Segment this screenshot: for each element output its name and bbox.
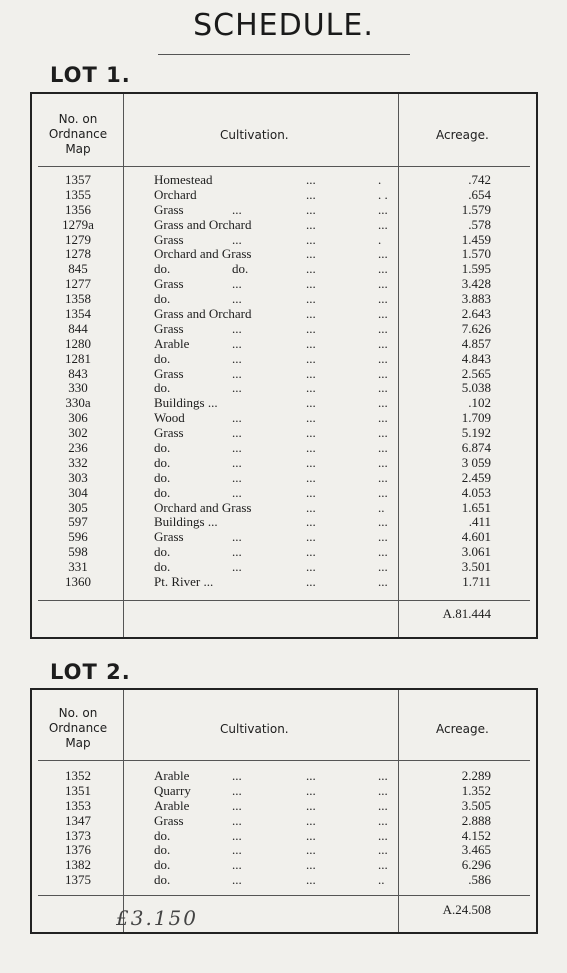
table-row <box>32 768 536 783</box>
map-number: 1375 <box>65 872 91 888</box>
header-no-line1: No. on <box>58 112 98 126</box>
cultivation-cell: do. <box>154 484 171 500</box>
leader-dots: ... <box>232 872 242 888</box>
acreage-cell: 7.626 <box>461 320 491 336</box>
map-number: 302 <box>68 425 88 441</box>
leader-dots: ... <box>232 440 242 456</box>
cultivation-cell: Orchard <box>154 186 197 202</box>
leader-dots: ... <box>378 827 388 843</box>
leader-dots: ... <box>378 812 388 828</box>
acreage-cell: 2.459 <box>461 469 491 485</box>
acreage-cell: 4.152 <box>461 827 491 843</box>
leader-dots: ... <box>232 544 242 560</box>
lot-2-total: A.24.508 <box>442 902 491 917</box>
header-no-line2: Ordnance <box>48 721 108 735</box>
lot-2-rows <box>32 768 536 887</box>
table-row <box>32 276 536 291</box>
acreage-cell: 2.565 <box>461 365 491 381</box>
leader-dots: ... <box>378 410 388 426</box>
leader-dots: ... <box>232 335 242 351</box>
map-number: 303 <box>68 469 88 485</box>
cultivation-cell: do. <box>154 291 171 307</box>
leader-dots: ... <box>378 306 388 322</box>
acreage-cell: 3.428 <box>461 276 491 292</box>
table-row <box>32 380 536 395</box>
map-number: 304 <box>68 484 88 500</box>
acreage-cell: 4.843 <box>461 350 491 366</box>
leader-dots: ... <box>306 469 316 485</box>
leader-dots: ... <box>306 306 316 322</box>
leader-dots: ... <box>378 559 388 575</box>
acreage-cell: 1.459 <box>461 231 491 247</box>
table-row <box>32 529 536 544</box>
acreage-cell: 3.061 <box>461 544 491 560</box>
leader-dots: ... <box>306 395 316 411</box>
leader-dots: ... <box>232 425 242 441</box>
title-divider <box>158 54 410 55</box>
lot-1-rows <box>32 172 536 589</box>
cultivation-cell: Homestead <box>154 172 213 187</box>
map-number: 1352 <box>65 768 91 783</box>
leader-dots: ... <box>378 484 388 500</box>
map-number: 1373 <box>65 827 91 843</box>
cultivation-cell: Arable <box>154 768 190 783</box>
leader-dots: do. <box>232 261 249 277</box>
leader-dots: ... <box>232 291 242 307</box>
leader-dots: ... <box>232 797 242 813</box>
acreage-cell: 3.505 <box>461 797 491 813</box>
acreage-cell: 2.289 <box>461 768 491 783</box>
cultivation-cell: Grass <box>154 425 184 441</box>
leader-dots: ... <box>232 350 242 366</box>
leader-dots: ... <box>306 842 316 858</box>
cultivation-cell: Grass <box>154 320 184 336</box>
cultivation-cell: Arable <box>154 797 190 813</box>
leader-dots: ... <box>232 857 242 873</box>
leader-dots: ... <box>306 216 316 232</box>
lot-2-heading: LOT 2. <box>50 660 131 684</box>
leader-dots: ... <box>306 246 316 262</box>
leader-dots: ... <box>306 440 316 456</box>
leader-dots: ... <box>306 201 316 217</box>
table-row <box>32 246 536 261</box>
table-row <box>32 783 536 798</box>
leader-dots: ... <box>378 529 388 545</box>
table-row <box>32 440 536 455</box>
cultivation-cell: Wood <box>154 410 185 426</box>
table-row <box>32 351 536 366</box>
leader-dots: ... <box>378 350 388 366</box>
map-number: 330 <box>68 380 88 396</box>
leader-dots: ... <box>378 246 388 262</box>
leader-dots: ... <box>306 410 316 426</box>
leader-dots: ... <box>378 395 388 411</box>
cultivation-cell: Orchard and Grass <box>154 499 252 515</box>
leader-dots: ... <box>232 231 242 247</box>
map-number: 1376 <box>65 842 91 858</box>
map-number: 1279 <box>65 231 91 247</box>
table-row <box>32 366 536 381</box>
leader-dots: ... <box>306 365 316 381</box>
leader-dots: ... <box>306 499 316 515</box>
leader-dots: ... <box>232 276 242 292</box>
header-no-line3: Map <box>65 736 91 750</box>
leader-dots: ... <box>306 559 316 575</box>
leader-dots: .. <box>378 872 385 888</box>
map-number: 332 <box>68 454 88 470</box>
acreage-cell: .411 <box>468 514 491 530</box>
acreage-cell: 5.038 <box>461 380 491 396</box>
leader-dots: ... <box>306 261 316 277</box>
lot-1-total: A.81.444 <box>442 606 491 621</box>
table-row <box>32 321 536 336</box>
leader-dots: ... <box>378 201 388 217</box>
leader-dots: ... <box>306 782 316 798</box>
lot-1-heading: LOT 1. <box>50 63 131 87</box>
leader-dots: ... <box>378 514 388 530</box>
map-number: 236 <box>68 440 88 456</box>
acreage-cell: 3.465 <box>461 842 491 858</box>
map-number: 1358 <box>65 291 91 307</box>
leader-dots: ... <box>306 797 316 813</box>
cultivation-cell: Grass <box>154 276 184 292</box>
map-number: 1281 <box>65 350 91 366</box>
cultivation-cell: do. <box>154 559 171 575</box>
leader-dots: ... <box>378 335 388 351</box>
leader-dots: ... <box>378 574 388 590</box>
leader-dots: ... <box>232 380 242 396</box>
lot-1-table <box>30 92 538 639</box>
table-row <box>32 798 536 813</box>
leader-dots: ... <box>232 469 242 485</box>
acreage-cell: 5.192 <box>461 425 491 441</box>
table-row <box>32 291 536 306</box>
table-row <box>32 425 536 440</box>
leader-dots: ... <box>378 276 388 292</box>
leader-dots: ... <box>232 782 242 798</box>
leader-dots: ... <box>378 454 388 470</box>
cultivation-cell: do. <box>154 440 171 456</box>
map-number: 1347 <box>65 812 91 828</box>
acreage-cell: 4.857 <box>461 335 491 351</box>
cultivation-cell: do. <box>154 469 171 485</box>
leader-dots: ... <box>306 484 316 500</box>
header-no-line1: No. on <box>58 706 98 720</box>
acreage-cell: 1.651 <box>461 499 491 515</box>
leader-dots: ... <box>232 768 242 783</box>
cultivation-cell: Grass <box>154 231 184 247</box>
acreage-cell: 4.053 <box>461 484 491 500</box>
leader-dots: ... <box>306 350 316 366</box>
leader-dots: ... <box>306 872 316 888</box>
leader-dots: ... <box>378 380 388 396</box>
map-number: 1382 <box>65 857 91 873</box>
map-number: 845 <box>68 261 88 277</box>
leader-dots: ... <box>232 365 242 381</box>
page-title: SCHEDULE. <box>193 8 374 43</box>
map-number: 844 <box>68 320 88 336</box>
leader-dots: ... <box>306 857 316 873</box>
acreage-cell: 6.874 <box>461 440 491 456</box>
leader-dots: ... <box>378 782 388 798</box>
leader-dots: ... <box>378 261 388 277</box>
leader-dots: ... <box>378 440 388 456</box>
map-number: 1278 <box>65 246 91 262</box>
map-number: 1354 <box>65 306 91 322</box>
map-number: 330a <box>65 395 91 411</box>
table-row <box>32 395 536 410</box>
acreage-cell: 2.888 <box>461 812 491 828</box>
leader-dots: . <box>378 231 382 247</box>
table-row <box>32 813 536 828</box>
acreage-cell: 1.709 <box>461 410 491 426</box>
leader-dots: ... <box>378 768 388 783</box>
table-row <box>32 410 536 425</box>
acreage-cell: 6.296 <box>461 857 491 873</box>
table-row <box>32 842 536 857</box>
leader-dots: ... <box>306 291 316 307</box>
cultivation-cell: Arable <box>154 335 190 351</box>
table-row <box>32 217 536 232</box>
leader-dots: ... <box>306 827 316 843</box>
leader-dots: ... <box>378 797 388 813</box>
map-number: 596 <box>68 529 88 545</box>
leader-dots: ... <box>378 842 388 858</box>
acreage-cell: 2.643 <box>461 306 491 322</box>
table-row <box>32 470 536 485</box>
leader-dots: . <box>378 172 382 187</box>
leader-dots: ... <box>306 544 316 560</box>
header-rule <box>38 760 530 761</box>
leader-dots: ... <box>378 469 388 485</box>
acreage-cell: 1.579 <box>461 201 491 217</box>
leader-dots: ... <box>232 484 242 500</box>
table-row <box>32 232 536 247</box>
cultivation-cell: Buildings ... <box>154 514 218 530</box>
acreage-cell: .586 <box>468 872 491 888</box>
handwritten-price-note: £3.150 <box>116 906 198 930</box>
table-row <box>32 202 536 217</box>
header-cultivation: Cultivation. <box>220 128 289 142</box>
table-row <box>32 455 536 470</box>
total-rule <box>38 600 530 601</box>
cultivation-cell: do. <box>154 842 171 858</box>
leader-dots: ... <box>378 365 388 381</box>
acreage-cell: .654 <box>468 186 491 202</box>
map-number: 597 <box>68 514 88 530</box>
leader-dots: ... <box>232 454 242 470</box>
cultivation-cell: Grass <box>154 365 184 381</box>
cultivation-cell: do. <box>154 380 171 396</box>
table-row <box>32 544 536 559</box>
leader-dots: ... <box>306 454 316 470</box>
leader-dots: ... <box>378 544 388 560</box>
cultivation-cell: do. <box>154 454 171 470</box>
acreage-cell: 4.601 <box>461 529 491 545</box>
acreage-cell: 3.883 <box>461 291 491 307</box>
leader-dots: ... <box>306 320 316 336</box>
cultivation-cell: do. <box>154 872 171 888</box>
table-row <box>32 559 536 574</box>
map-number: 1355 <box>65 186 91 202</box>
map-number: 306 <box>68 410 88 426</box>
table-row <box>32 514 536 529</box>
acreage-cell: 1.595 <box>461 261 491 277</box>
map-number: 598 <box>68 544 88 560</box>
header-acreage: Acreage. <box>436 722 489 736</box>
acreage-cell: 1.711 <box>462 574 491 590</box>
leader-dots: ... <box>232 559 242 575</box>
map-number: 331 <box>68 559 88 575</box>
cultivation-cell: do. <box>154 261 171 277</box>
cultivation-cell: Grass and Orchard <box>154 216 252 232</box>
table-row <box>32 828 536 843</box>
leader-dots: ... <box>306 186 316 202</box>
leader-dots: ... <box>306 574 316 590</box>
leader-dots: ... <box>306 276 316 292</box>
cultivation-cell: do. <box>154 827 171 843</box>
map-number: 1351 <box>65 782 91 798</box>
leader-dots: ... <box>378 857 388 873</box>
acreage-cell: 3 059 <box>461 454 491 470</box>
table-row <box>32 500 536 515</box>
table-row <box>32 485 536 500</box>
acreage-cell: .742 <box>468 172 491 187</box>
cultivation-cell: Grass and Orchard <box>154 306 252 322</box>
table-row <box>32 261 536 276</box>
leader-dots: ... <box>378 320 388 336</box>
header-acreage: Acreage. <box>436 128 489 142</box>
header-ordnance-map <box>37 706 119 751</box>
table-row <box>32 172 536 187</box>
leader-dots: ... <box>378 425 388 441</box>
table-row <box>32 187 536 202</box>
leader-dots: ... <box>232 812 242 828</box>
leader-dots: ... <box>232 842 242 858</box>
leader-dots: ... <box>306 231 316 247</box>
map-number: 305 <box>68 499 88 515</box>
leader-dots: ... <box>306 812 316 828</box>
cultivation-cell: Grass <box>154 201 184 217</box>
lot-2-table <box>30 688 538 934</box>
map-number: 1357 <box>65 172 91 187</box>
cultivation-cell: Grass <box>154 812 184 828</box>
leader-dots: ... <box>306 768 316 783</box>
acreage-cell: 1.570 <box>461 246 491 262</box>
header-no-line2: Ordnance <box>48 127 108 141</box>
cultivation-cell: do. <box>154 544 171 560</box>
map-number: 1360 <box>65 574 91 590</box>
total-rule <box>38 895 530 896</box>
cultivation-cell: Quarry <box>154 782 191 798</box>
table-row <box>32 872 536 887</box>
cultivation-cell: Buildings ... <box>154 395 218 411</box>
map-number: 843 <box>68 365 88 381</box>
table-row <box>32 574 536 589</box>
leader-dots: ... <box>306 529 316 545</box>
cultivation-cell: do. <box>154 857 171 873</box>
leader-dots: ... <box>232 827 242 843</box>
leader-dots: ... <box>306 380 316 396</box>
map-number: 1353 <box>65 797 91 813</box>
table-row <box>32 336 536 351</box>
leader-dots: ... <box>378 291 388 307</box>
leader-dots: ... <box>306 514 316 530</box>
leader-dots: ... <box>232 529 242 545</box>
map-number: 1277 <box>65 276 91 292</box>
map-number: 1280 <box>65 335 91 351</box>
acreage-cell: 3.501 <box>461 559 491 575</box>
header-ordnance-map <box>37 112 119 157</box>
header-no-line3: Map <box>65 142 91 156</box>
leader-dots: . . <box>378 186 388 202</box>
cultivation-cell: Grass <box>154 529 184 545</box>
acreage-cell: .578 <box>468 216 491 232</box>
leader-dots: .. <box>378 499 385 515</box>
cultivation-cell: do. <box>154 350 171 366</box>
leader-dots: ... <box>306 335 316 351</box>
header-cultivation: Cultivation. <box>220 722 289 736</box>
leader-dots: ... <box>232 201 242 217</box>
map-number: 1279a <box>62 216 94 232</box>
map-number: 1356 <box>65 201 91 217</box>
table-row <box>32 857 536 872</box>
leader-dots: ... <box>378 216 388 232</box>
acreage-cell: 1.352 <box>461 782 491 798</box>
leader-dots: ... <box>306 425 316 441</box>
cultivation-cell: Orchard and Grass <box>154 246 252 262</box>
cultivation-cell: Pt. River ... <box>154 574 214 590</box>
acreage-cell: .102 <box>468 395 491 411</box>
leader-dots: ... <box>232 320 242 336</box>
leader-dots: ... <box>232 410 242 426</box>
header-rule <box>38 166 530 167</box>
table-row <box>32 306 536 321</box>
leader-dots: ... <box>306 172 316 187</box>
